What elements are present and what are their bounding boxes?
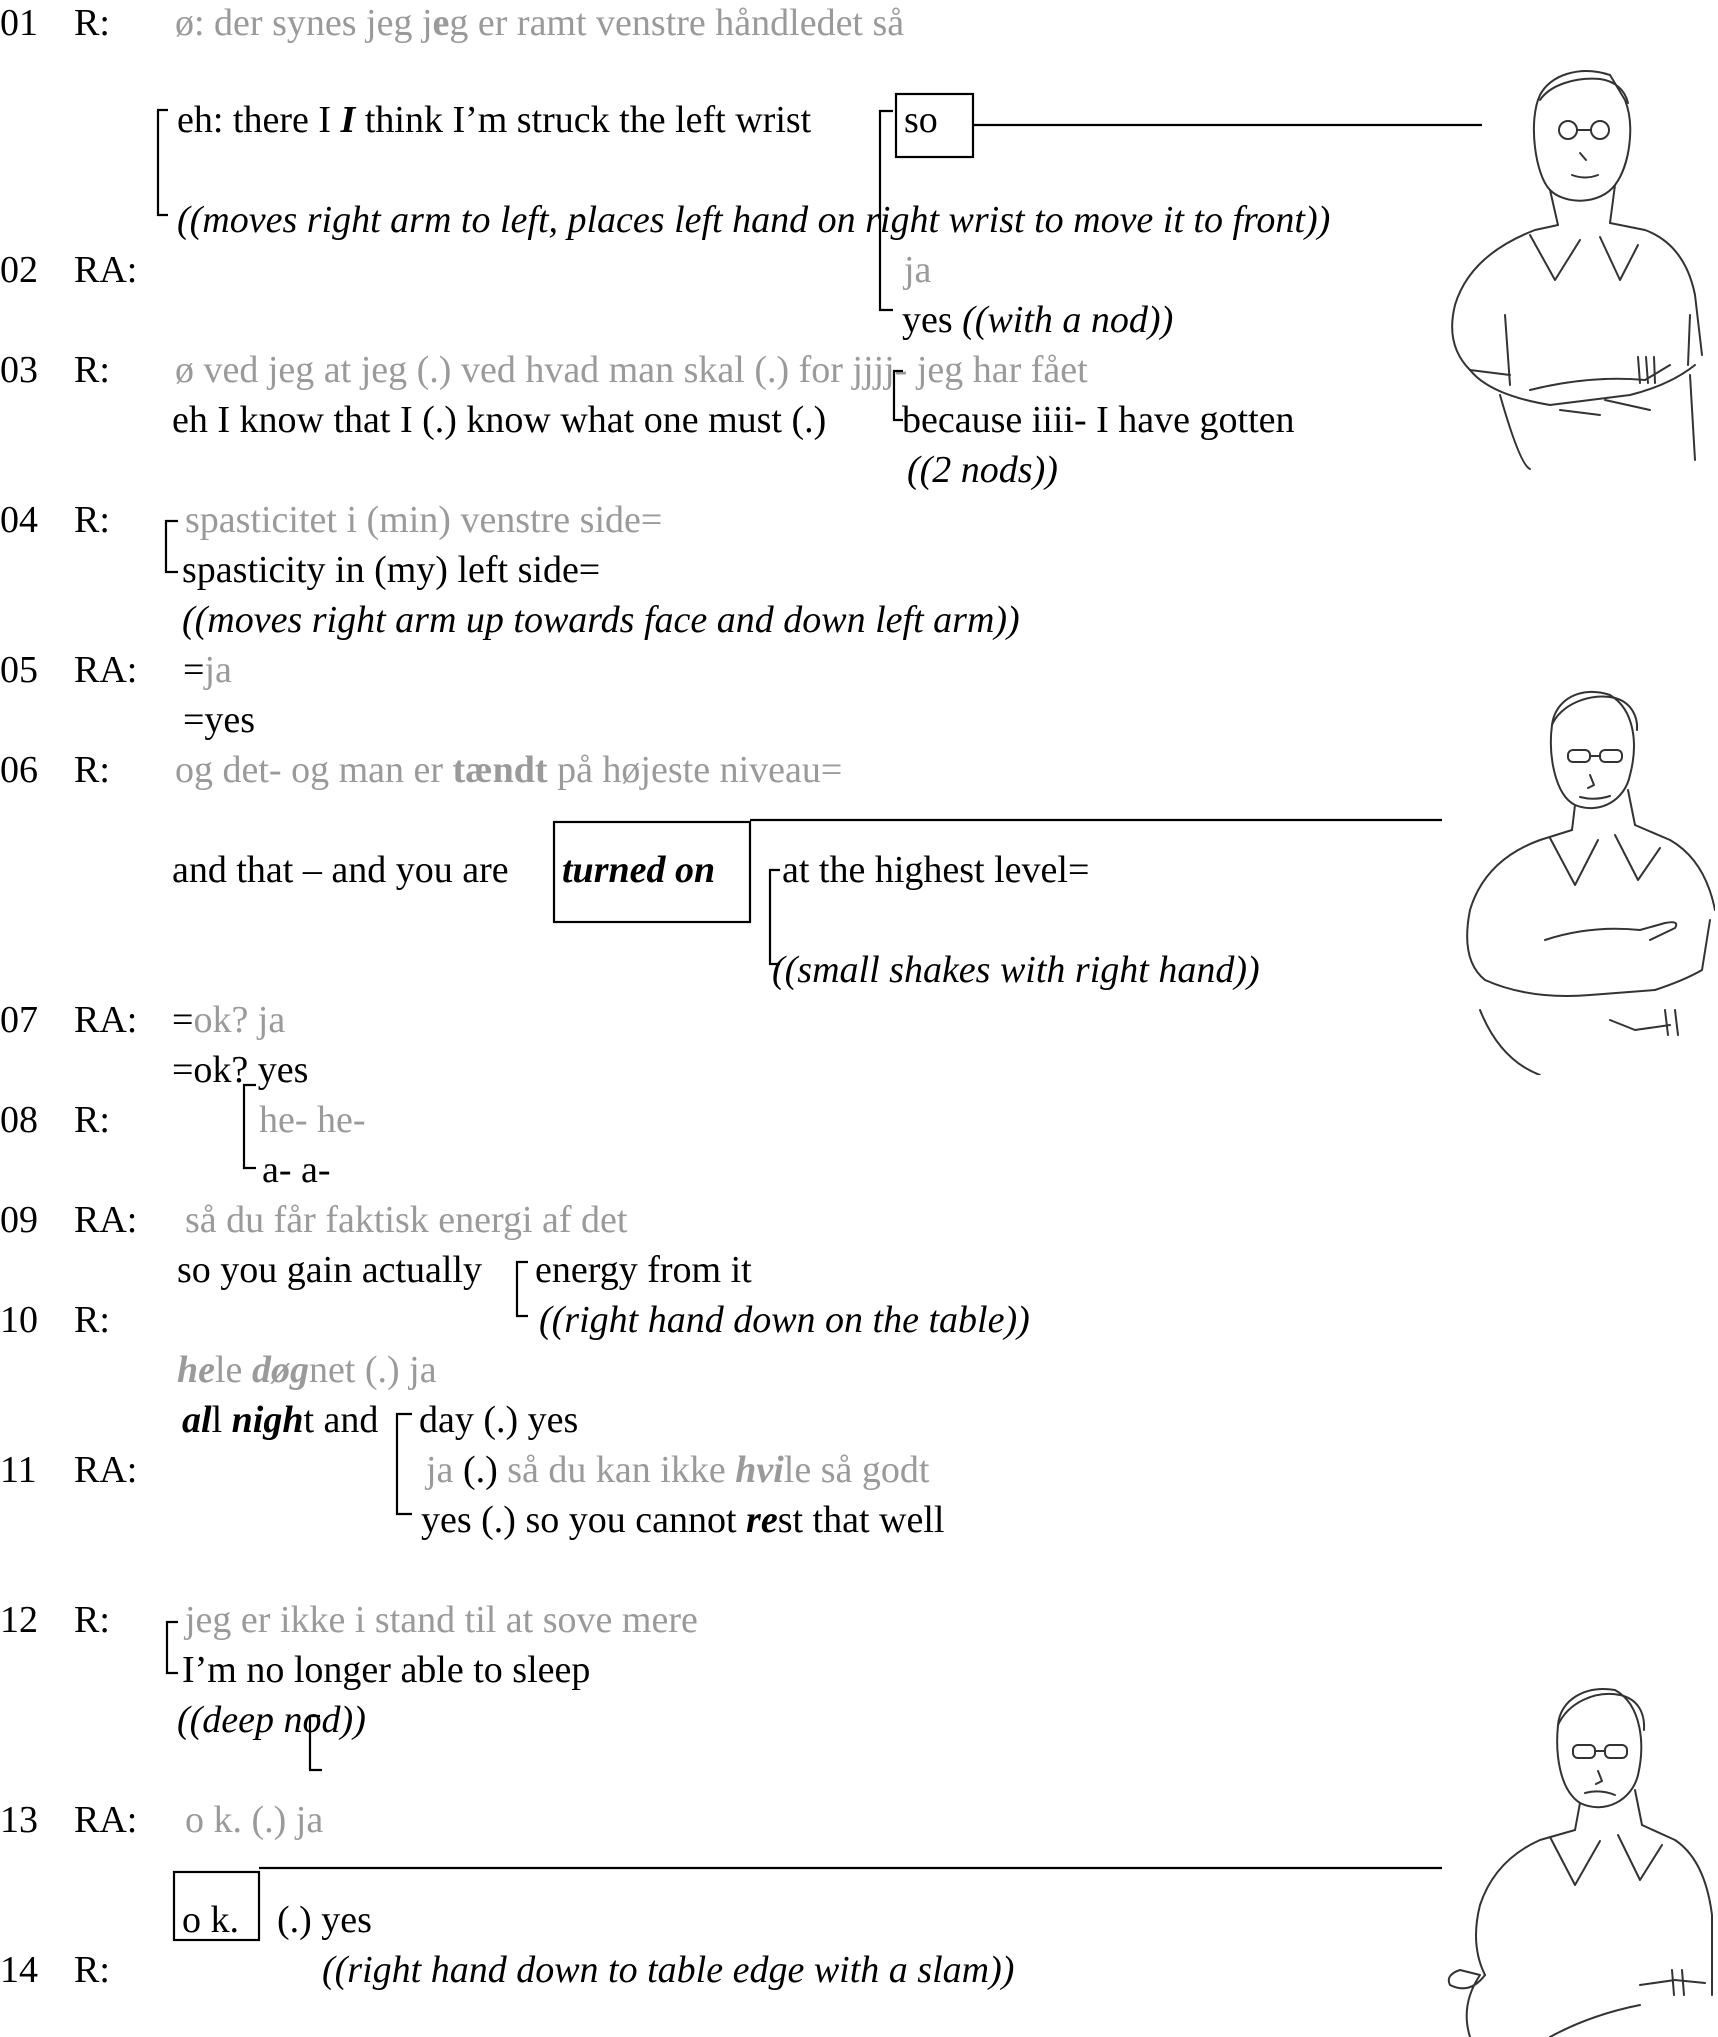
original-utterance: hele døgnet (.) ja — [177, 1349, 437, 1391]
original-utterance: jeg er ikke i stand til at sove mere — [185, 1599, 698, 1641]
gesture-annotation: ((moves right arm up towards face and down left arm)) — [182, 599, 1020, 641]
translated-utterance: =yes — [183, 699, 256, 741]
speaker: RA: — [74, 1799, 138, 1841]
original-utterance: så du får faktisk energi af det — [185, 1199, 628, 1241]
line-number: 11 — [0, 1449, 37, 1491]
speaker: R: — [74, 1099, 110, 1141]
line-number: 10 — [0, 1299, 38, 1341]
speaker: R: — [74, 349, 110, 391]
overlap-bracket — [166, 521, 178, 572]
original-utterance: ja — [904, 249, 932, 291]
line-number: 12 — [0, 1599, 38, 1641]
line-number: 13 — [0, 1799, 38, 1841]
man-glasses-hand-shake-drawing — [1440, 680, 1715, 1075]
overlap-bracket — [770, 870, 780, 964]
line-number: 07 — [0, 999, 38, 1041]
overlap-bracket — [310, 1716, 322, 1770]
overlap-bracket — [894, 371, 903, 420]
speaker: R: — [74, 749, 110, 791]
overlap-bracket — [517, 1262, 528, 1316]
line-number: 14 — [0, 1949, 38, 1991]
translated-utterance: because iiii- I have gotten — [902, 399, 1295, 441]
line-number: 09 — [0, 1199, 38, 1241]
original-utterance: ja (.) så du kan ikke hvile så godt — [426, 1449, 930, 1491]
gesture-annotation: ((moves right arm to left, places left hand on right wrist to move it to front)) — [177, 199, 1331, 241]
translated-utterance: a- a- — [262, 1149, 331, 1191]
word-box — [174, 1872, 259, 1940]
speaker: RA: — [74, 249, 138, 291]
gesture-annotation: ((small shakes with right hand)) — [772, 949, 1260, 991]
translated-utterance: eh: there I I think I’m struck the left wrist — [177, 99, 812, 141]
line-number: 01 — [0, 2, 38, 44]
translated-utterance: and that – and you are — [172, 849, 509, 891]
speaker: R: — [74, 2, 110, 44]
speaker: RA: — [74, 649, 138, 691]
translated-utterance: I’m no longer able to sleep — [182, 1649, 591, 1691]
translated-utterance: spasticity in (my) left side= — [182, 549, 601, 591]
boxed-word: o k. — [182, 1899, 239, 1941]
speaker: RA: — [74, 1199, 138, 1241]
original-utterance: spasticitet i (min) venstre side= — [185, 499, 663, 541]
speaker: R: — [74, 1949, 110, 1991]
original-utterance: =ok? ja — [172, 999, 286, 1041]
overlap-bracket — [880, 111, 893, 310]
speaker: RA: — [74, 999, 138, 1041]
speaker: R: — [74, 1599, 110, 1641]
speaker: R: — [74, 499, 110, 541]
overlap-bracket — [158, 110, 168, 215]
speaker: R: — [74, 1299, 110, 1341]
speaker: RA: — [74, 1449, 138, 1491]
man-glasses-slam-drawing — [1440, 1685, 1715, 2037]
overlap-bracket — [244, 1085, 256, 1168]
translated-utterance: =ok? yes — [172, 1049, 309, 1091]
original-utterance: o k. (.) ja — [185, 1799, 324, 1841]
translated-utterance: (.) yes — [277, 1899, 372, 1941]
overlap-bracket — [397, 1414, 412, 1514]
line-number: 04 — [0, 499, 38, 541]
translated-utterance: day (.) yes — [419, 1399, 579, 1441]
line-number: 02 — [0, 249, 38, 291]
gesture-annotation: ((2 nods)) — [907, 449, 1058, 491]
line-number: 03 — [0, 349, 38, 391]
translated-utterance: eh I know that I (.) know what one must (.) — [172, 399, 827, 441]
gesture-annotation: ((right hand down to table edge with a slam)) — [322, 1949, 1015, 1991]
overlap-bracket — [167, 1622, 178, 1673]
translated-utterance: yes ((with a nod)) — [902, 299, 1174, 341]
translated-utterance: yes (.) so you cannot rest that well — [421, 1499, 945, 1541]
boxed-word: turned on — [562, 849, 716, 891]
translated-utterance: energy from it — [535, 1249, 752, 1291]
line-number: 08 — [0, 1099, 38, 1141]
line-number: 06 — [0, 749, 38, 791]
translated-utterance: all night and — [182, 1399, 379, 1441]
original-utterance: =ja — [183, 649, 232, 691]
original-utterance: ø: der synes jeg jeg er ramt venstre håndledet så — [175, 2, 905, 44]
translated-utterance: so you gain actually — [177, 1249, 482, 1291]
word-box — [896, 94, 973, 157]
original-utterance: og det- og man er tændt på højeste niveau= — [175, 749, 843, 791]
man-glasses-arms-crossed-drawing — [1410, 65, 1710, 470]
original-utterance: ø ved jeg at jeg (.) ved hvad man skal (.) for jjjj- jeg har fået — [175, 349, 1088, 391]
boxed-word: so — [904, 99, 938, 141]
gesture-annotation: ((deep nod)) — [177, 1699, 366, 1741]
line-number: 05 — [0, 649, 38, 691]
word-box — [554, 822, 750, 922]
original-utterance: he- he- — [259, 1099, 366, 1141]
translated-utterance: at the highest level= — [782, 849, 1090, 891]
gesture-annotation: ((right hand down on the table)) — [539, 1299, 1030, 1341]
